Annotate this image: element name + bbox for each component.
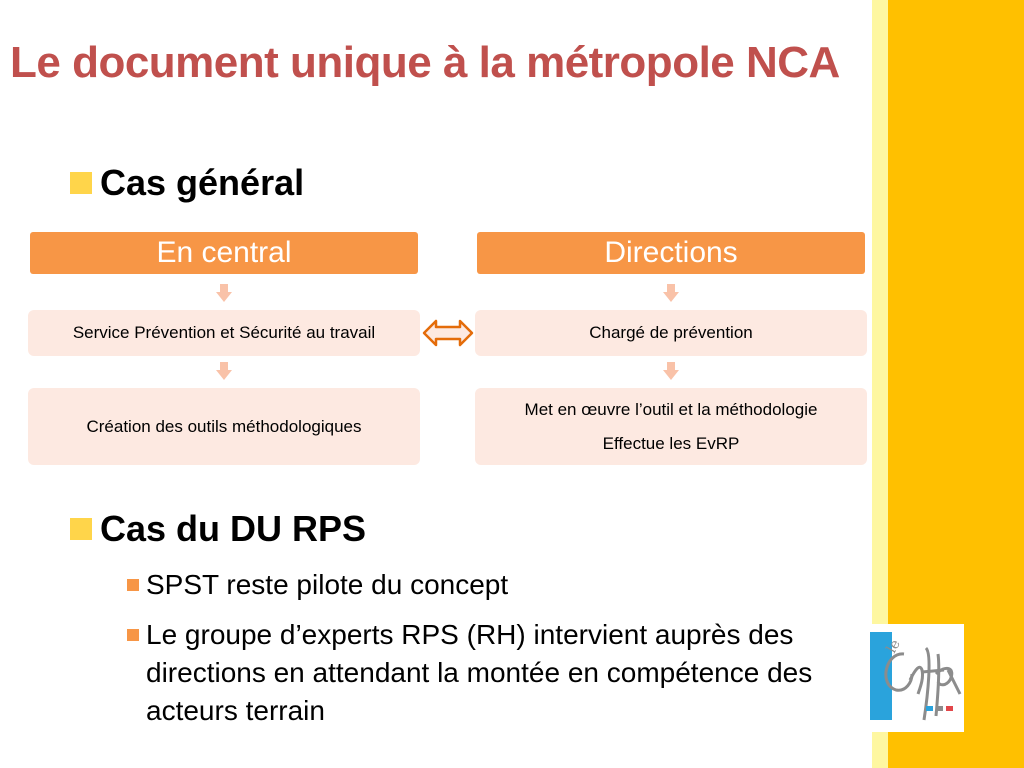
down-arrow-icon bbox=[663, 284, 679, 302]
bullet-square-icon bbox=[127, 629, 139, 641]
box-charge-prevention bbox=[475, 310, 867, 356]
sub-bullet-spst bbox=[127, 566, 847, 604]
box-text: Service Prévention et Sécurité au travail bbox=[72, 323, 376, 342]
sub-bullet-groupe-experts bbox=[127, 616, 847, 730]
bullet-cas-du-rps bbox=[70, 508, 366, 550]
cnfpt-logo bbox=[866, 624, 964, 732]
box-text: Chargé de prévention bbox=[589, 323, 753, 342]
box-text-line2: Effectue les EvRP bbox=[602, 433, 740, 453]
header-en-central: En central bbox=[30, 232, 418, 274]
box-creation-outils bbox=[28, 388, 420, 465]
down-arrow-icon bbox=[663, 362, 679, 380]
box-text: Création des outils méthodologiques bbox=[86, 416, 362, 436]
box-service-prevention bbox=[28, 310, 420, 356]
svg-text:le: le bbox=[883, 636, 904, 656]
sub-bullet-text: Le groupe d’experts RPS (RH) intervient auprès des directions en attendant la montée en compétence des acteurs terrain bbox=[146, 619, 813, 726]
down-arrow-icon bbox=[216, 284, 232, 302]
bullet-square-icon bbox=[70, 172, 92, 194]
double-arrow-icon bbox=[422, 319, 474, 347]
sub-bullet-text: SPST reste pilote du concept bbox=[146, 569, 509, 600]
cnfpt-logo-icon bbox=[866, 624, 964, 732]
box-met-en-oeuvre bbox=[475, 388, 867, 465]
bullet-label: Cas général bbox=[100, 162, 305, 203]
box-text-line1: Met en œuvre l’outil et la méthodologie bbox=[524, 399, 818, 419]
bullet-square-icon bbox=[70, 518, 92, 540]
down-arrow-icon bbox=[216, 362, 232, 380]
bullet-cas-general bbox=[70, 162, 304, 204]
bullet-label: Cas du DU RPS bbox=[100, 508, 367, 549]
slide-title: Le document unique à la métropole NCA bbox=[10, 38, 840, 87]
bullet-square-icon bbox=[127, 579, 139, 591]
header-directions: Directions bbox=[477, 232, 865, 274]
